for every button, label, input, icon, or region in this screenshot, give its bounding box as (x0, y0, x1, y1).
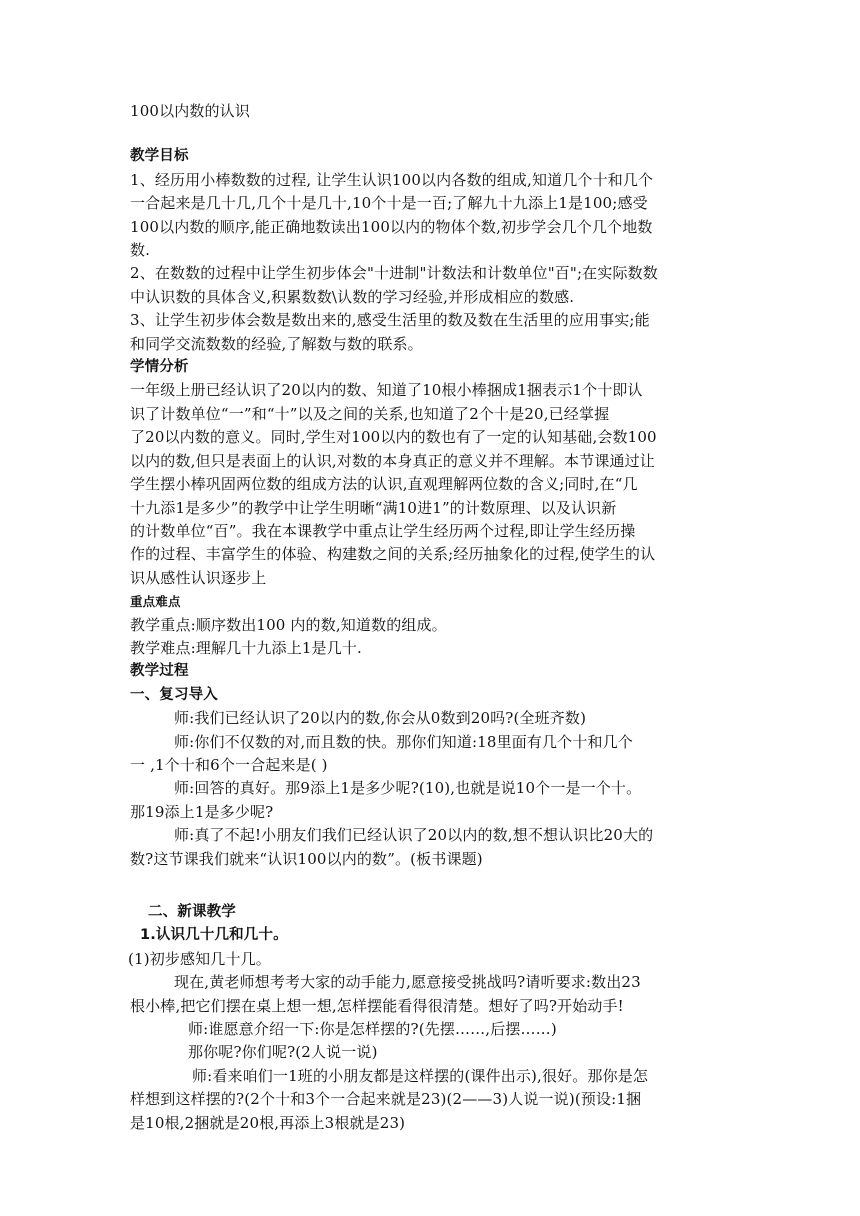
objectives-line: 数. (130, 241, 151, 260)
document-page (130, 100, 744, 1135)
analysis-line: 以内的数,但只是表面上的认识,对数的本身真正的意义并不理解。本节课通过让 (130, 451, 655, 470)
review-line: 一 ,1个十和6个一合起来是( ) (130, 755, 328, 774)
analysis-line: 识从感性认识逐步上 (130, 568, 267, 587)
new-lesson-line: 现在,黄老师想考考大家的动手能力,愿意接受挑战吗?请听要求:数出23 (174, 973, 641, 992)
review-line: 数?这节课我们就来“认识100以内的数”。(板书课题) (130, 849, 483, 868)
new-lesson-subheading: 1.认识几十几和几十。 (140, 927, 288, 944)
document-title: 100以内数的认识 (130, 102, 250, 120)
objectives-line: 和同学交流数数的经验,了解数与数的联系。 (130, 334, 423, 353)
review-body (130, 707, 744, 871)
review-heading: 一、复习导入 (130, 686, 218, 703)
analysis-line: 作的过程、丰富学生的体验、构建数之间的关系;经历抽象化的过程,使学生的认 (130, 545, 656, 564)
objectives-line: 一合起来是几十几,几个十是几十,10个十是一百;了解九十九添上1是100;感受 (130, 194, 648, 213)
objectives-heading: 教学目标 (130, 148, 189, 165)
objectives-line: 100以内数的顺序,能正确地数读出100以内的物体个数,初步学会几个几个地数 (130, 217, 653, 236)
new-lesson-body (130, 971, 744, 1135)
key-focus: 教学重点:顺序数出100 内的数,知道数的组成。 (130, 615, 447, 634)
analysis-line: 十九添1是多少”的教学中让学生明晰“满10进1”的计数原理、以及认识新 (130, 498, 617, 517)
review-line: 师:你们不仅数的对,而且数的快。那你们知道:18里面有几个十和几个 (174, 732, 633, 751)
analysis-body (130, 379, 744, 590)
objectives-line: 1、经历用小棒数数的过程, 让学生认识100以内各数的组成,知道几个十和几个 (130, 170, 654, 189)
new-lesson-line: 根小棒,把它们摆在桌上想一想,怎样摆能看得很清楚。想好了吗?开始动手! (130, 996, 624, 1015)
review-line: 那19添上1是多少呢? (130, 802, 274, 821)
review-line: 师:真了不起!小朋友们我们已经认识了20以内的数,想不想认识比20大的 (174, 826, 654, 845)
review-line: 师:回答的真好。那9添上1是多少呢?(10),也就是说10个一是一个十。 (174, 779, 642, 798)
analysis-line: 识了计数单位“一”和“十”以及之间的关系,也知道了2个十是20,已经掌握 (130, 404, 610, 423)
analysis-line: 学生摆小棒巩固两位数的组成方法的认识,直观理解两位数的含义;同时,在“几 (130, 475, 638, 494)
new-lesson-line: 那你呢?你们呢?(2人说一说) (188, 1043, 378, 1062)
new-lesson-part-label: (1)初步感知几十几。 (128, 949, 271, 968)
objectives-line: 中认识数的具体含义,积累数数\认数的学习经验,并形成相应的数感. (130, 287, 575, 306)
objectives-line: 3、让学生初步体会数是数出来的,感受生活里的数及数在生活里的应用事实;能 (130, 311, 650, 330)
new-lesson-line: 样想到这样摆的?(2个十和3个一合起来就是23)(2——3)人说一说)(预设:1捆 (130, 1090, 642, 1109)
key-difficulty: 教学难点:理解几十九添上1是几十. (130, 638, 362, 657)
review-line: 师:我们已经认识了20以内的数,你会从0数到20吗?(全班齐数) (174, 709, 587, 728)
process-heading: 教学过程 (130, 663, 189, 680)
key-points-heading: 重点难点 (130, 594, 181, 610)
analysis-line: 了20以内数的意义。同时,学生对100以内的数也有了一定的认知基础,会数100 (130, 428, 657, 447)
objectives-body (130, 169, 744, 356)
analysis-line: 一年级上册已经认识了20以内的数、知道了10根小棒捆成1捆表示1个十即认 (130, 381, 643, 400)
analysis-line: 的计数单位“百”。我在本课教学中重点让学生经历两个过程,即让学生经历操 (130, 521, 636, 540)
analysis-heading: 学情分析 (130, 359, 189, 376)
new-lesson-heading: 二、新课教学 (148, 904, 236, 920)
objectives-line: 2、在数数的过程中让学生初步体会"十进制"计数法和计数单位"百";在实际数数 (130, 264, 658, 283)
new-lesson-line: 师:看来咱们一1班的小朋友都是这样摆的(课件出示),很好。那你是怎 (192, 1066, 649, 1085)
new-lesson-line: 师:谁愿意介绍一下:你是怎样摆的?(先摆……,后摆……) (188, 1020, 557, 1039)
new-lesson-line: 是10根,2捆就是20根,再添上3根就是23) (130, 1113, 406, 1132)
